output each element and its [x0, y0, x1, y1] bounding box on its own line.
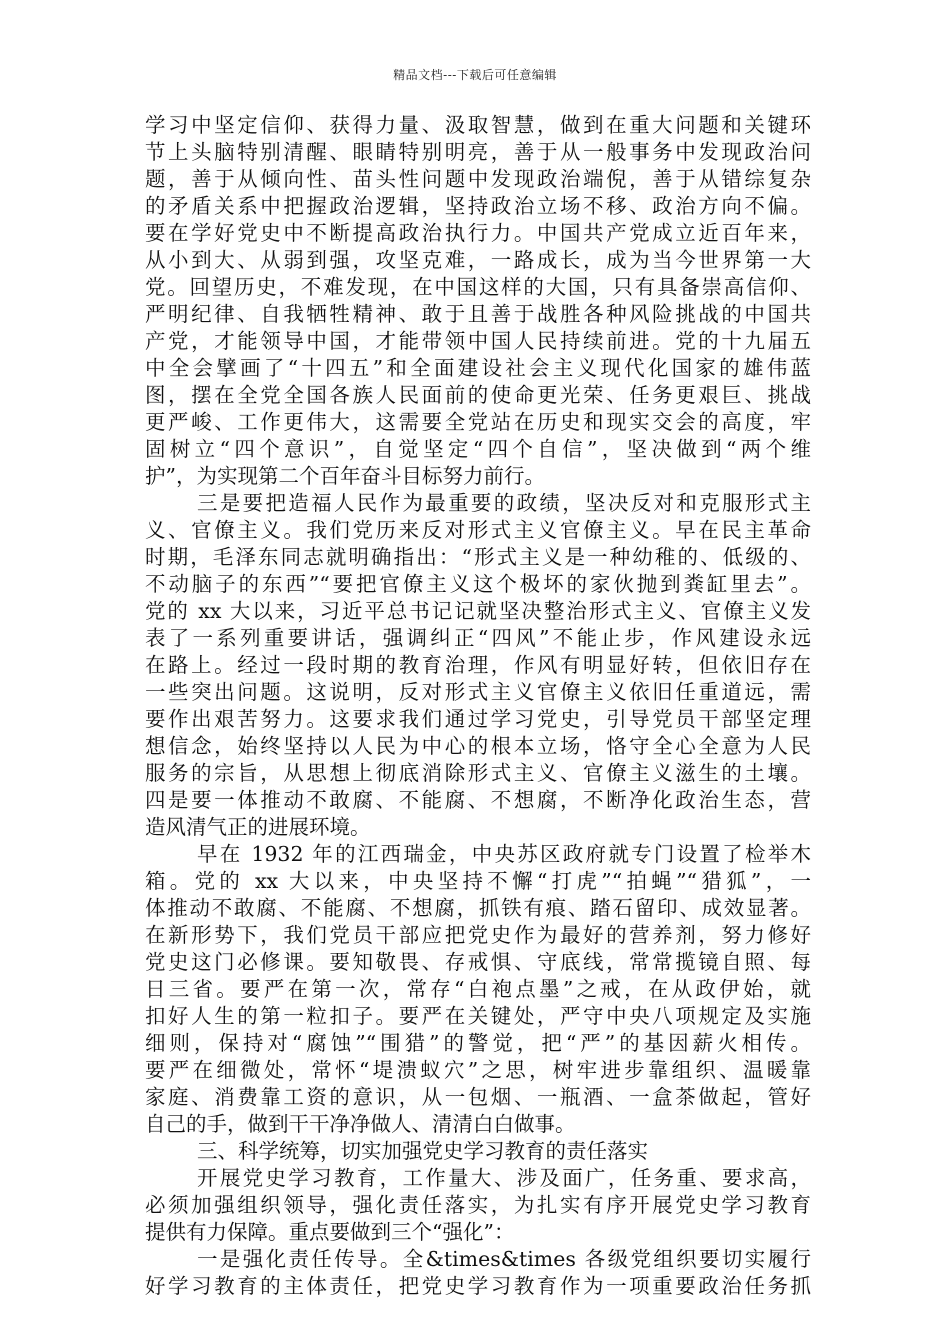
text-line: 扣好人生的第一粒扣子。要严在关键处，严守中央八项规定及实施	[145, 1004, 811, 1028]
text-line: 节上头脑特别清醒、眼睛特别明亮，善于从一般事务中发现政治问	[145, 140, 811, 164]
text-line: 要在学好党史中不断提高政治执行力。中国共产党成立近百年来，	[145, 221, 811, 245]
text-line: 严明纪律、自我牺牲精神、敢于且善于战胜各种风险挑战的中国共	[145, 302, 811, 326]
text-line: 党。回望历史，不难发现，在中国这样的大国，只有具备崇高信仰、	[145, 275, 811, 299]
text-line: 提供有力保障。重点要做到三个“强化”：	[145, 1220, 515, 1244]
text-line: 护”，为实现第二个百年奋斗目标努力前行。	[145, 464, 545, 488]
text-line: 四是要一体推动不敢腐、不能腐、不想腐，不断净化政治生态，营	[145, 788, 811, 812]
text-line: 早在 1932 年的江西瑞金，中央苏区政府就专门设置了检举木	[197, 842, 811, 866]
text-line: 造风清气正的进展环境。	[145, 815, 371, 839]
text-line: 从小到大、从弱到强，攻坚克难，一路成长，成为当今世界第一大	[145, 248, 811, 272]
document-body	[145, 112, 811, 1300]
text-line: 固树立“四个意识”，自觉坚定“四个自信”，坚决做到“两个维	[145, 437, 811, 461]
text-line: 中全会擘画了“十四五”和全面建设社会主义现代化国家的雄伟蓝	[145, 356, 811, 380]
text-line: 在路上。经过一段时期的教育治理，作风有明显好转，但依旧存在	[145, 653, 811, 677]
text-line: 党史这门必修课。要知敬畏、存戒惧、守底线，常常揽镜自照、每	[145, 950, 811, 974]
text-line: 箱。党的 xx 大以来，中央坚持不懈“打虎”“拍蝇”“猎狐”，一	[145, 869, 811, 893]
text-line: 三是要把造福人民作为最重要的政绩，坚决反对和克服形式主	[197, 491, 811, 515]
text-line: 的矛盾关系中把握政治逻辑，坚持政治立场不移、政治方向不偏。	[145, 194, 811, 218]
text-line: 家庭、消费靠工资的意识，从一包烟、一瓶酒、一盒茶做起，管好	[145, 1085, 811, 1109]
text-line: 题，善于从倾向性、苗头性问题中发现政治端倪，善于从错综复杂	[145, 167, 811, 191]
text-line: 一是强化责任传导。全&times&times 各级党组织要切实履行	[197, 1247, 811, 1271]
text-line: 必须加强组织领导，强化责任落实，为扎实有序开展党史学习教育	[145, 1193, 811, 1217]
text-line: 要严在细微处，常怀“堤溃蚁穴”之思，树牢进步靠组织、温暖靠	[145, 1058, 811, 1082]
text-line: 细则，保持对“腐蚀”“围猎”的警觉，把“严”的基因薪火相传。	[145, 1031, 811, 1055]
text-line: 更严峻、工作更伟大，这需要全党站在历史和现实交会的高度，牢	[145, 410, 811, 434]
text-line: 时期，毛泽东同志就明确指出：“形式主义是一种幼稚的、低级的、	[145, 545, 811, 569]
text-line: 要作出艰苦努力。这要求我们通过学习党史，引导党员干部坚定理	[145, 707, 811, 731]
text-line: 表了一系列重要讲话，强调纠正“四风”不能止步，作风建设永远	[145, 626, 811, 650]
page-header-note: 精品文档---下载后可任意编辑	[393, 68, 557, 82]
text-line: 产党，才能领导中国，才能带领中国人民持续前进。党的十九届五	[145, 329, 811, 353]
text-line: 图，摆在全党全国各族人民面前的使命更光荣、任务更艰巨、挑战	[145, 383, 811, 407]
text-line: 在新形势下，我们党员干部应把党史作为最好的营养剂，努力修好	[145, 923, 811, 947]
text-line: 义、官僚主义。我们党历来反对形式主义官僚主义。早在民主革命	[145, 518, 811, 542]
text-line: 想信念，始终坚持以人民为中心的根本立场，恪守全心全意为人民	[145, 734, 811, 758]
text-line: 不动脑子的东西”“要把官僚主义这个极坏的家伙抛到粪缸里去”。	[145, 572, 811, 596]
text-line: 体推动不敢腐、不能腐、不想腐，抓铁有痕、踏石留印、成效显著。	[145, 896, 811, 920]
text-line: 好学习教育的主体责任，把党史学习教育作为一项重要政治任务抓	[145, 1274, 811, 1298]
text-line: 学习中坚定信仰、获得力量、汲取智慧，做到在重大问题和关键环	[145, 113, 811, 137]
text-line: 服务的宗旨，从思想上彻底消除形式主义、官僚主义滋生的土壤。	[145, 761, 811, 785]
text-line: 日三省。要严在第一次，常存“白袍点墨”之戒，在从政伊始，就	[145, 977, 811, 1001]
text-line: 一些突出问题。这说明，反对形式主义官僚主义依旧任重道远，需	[145, 680, 811, 704]
text-line: 党的 xx 大以来，习近平总书记记就坚决整治形式主义、官僚主义发	[145, 599, 811, 623]
text-line: 开展党史学习教育，工作量大、涉及面广，任务重、要求高，	[197, 1166, 811, 1190]
text-line: 三、科学统筹，切实加强党史学习教育的责任落实	[197, 1139, 648, 1163]
text-line: 自己的手，做到干干净净做人、清清白白做事。	[145, 1112, 576, 1136]
